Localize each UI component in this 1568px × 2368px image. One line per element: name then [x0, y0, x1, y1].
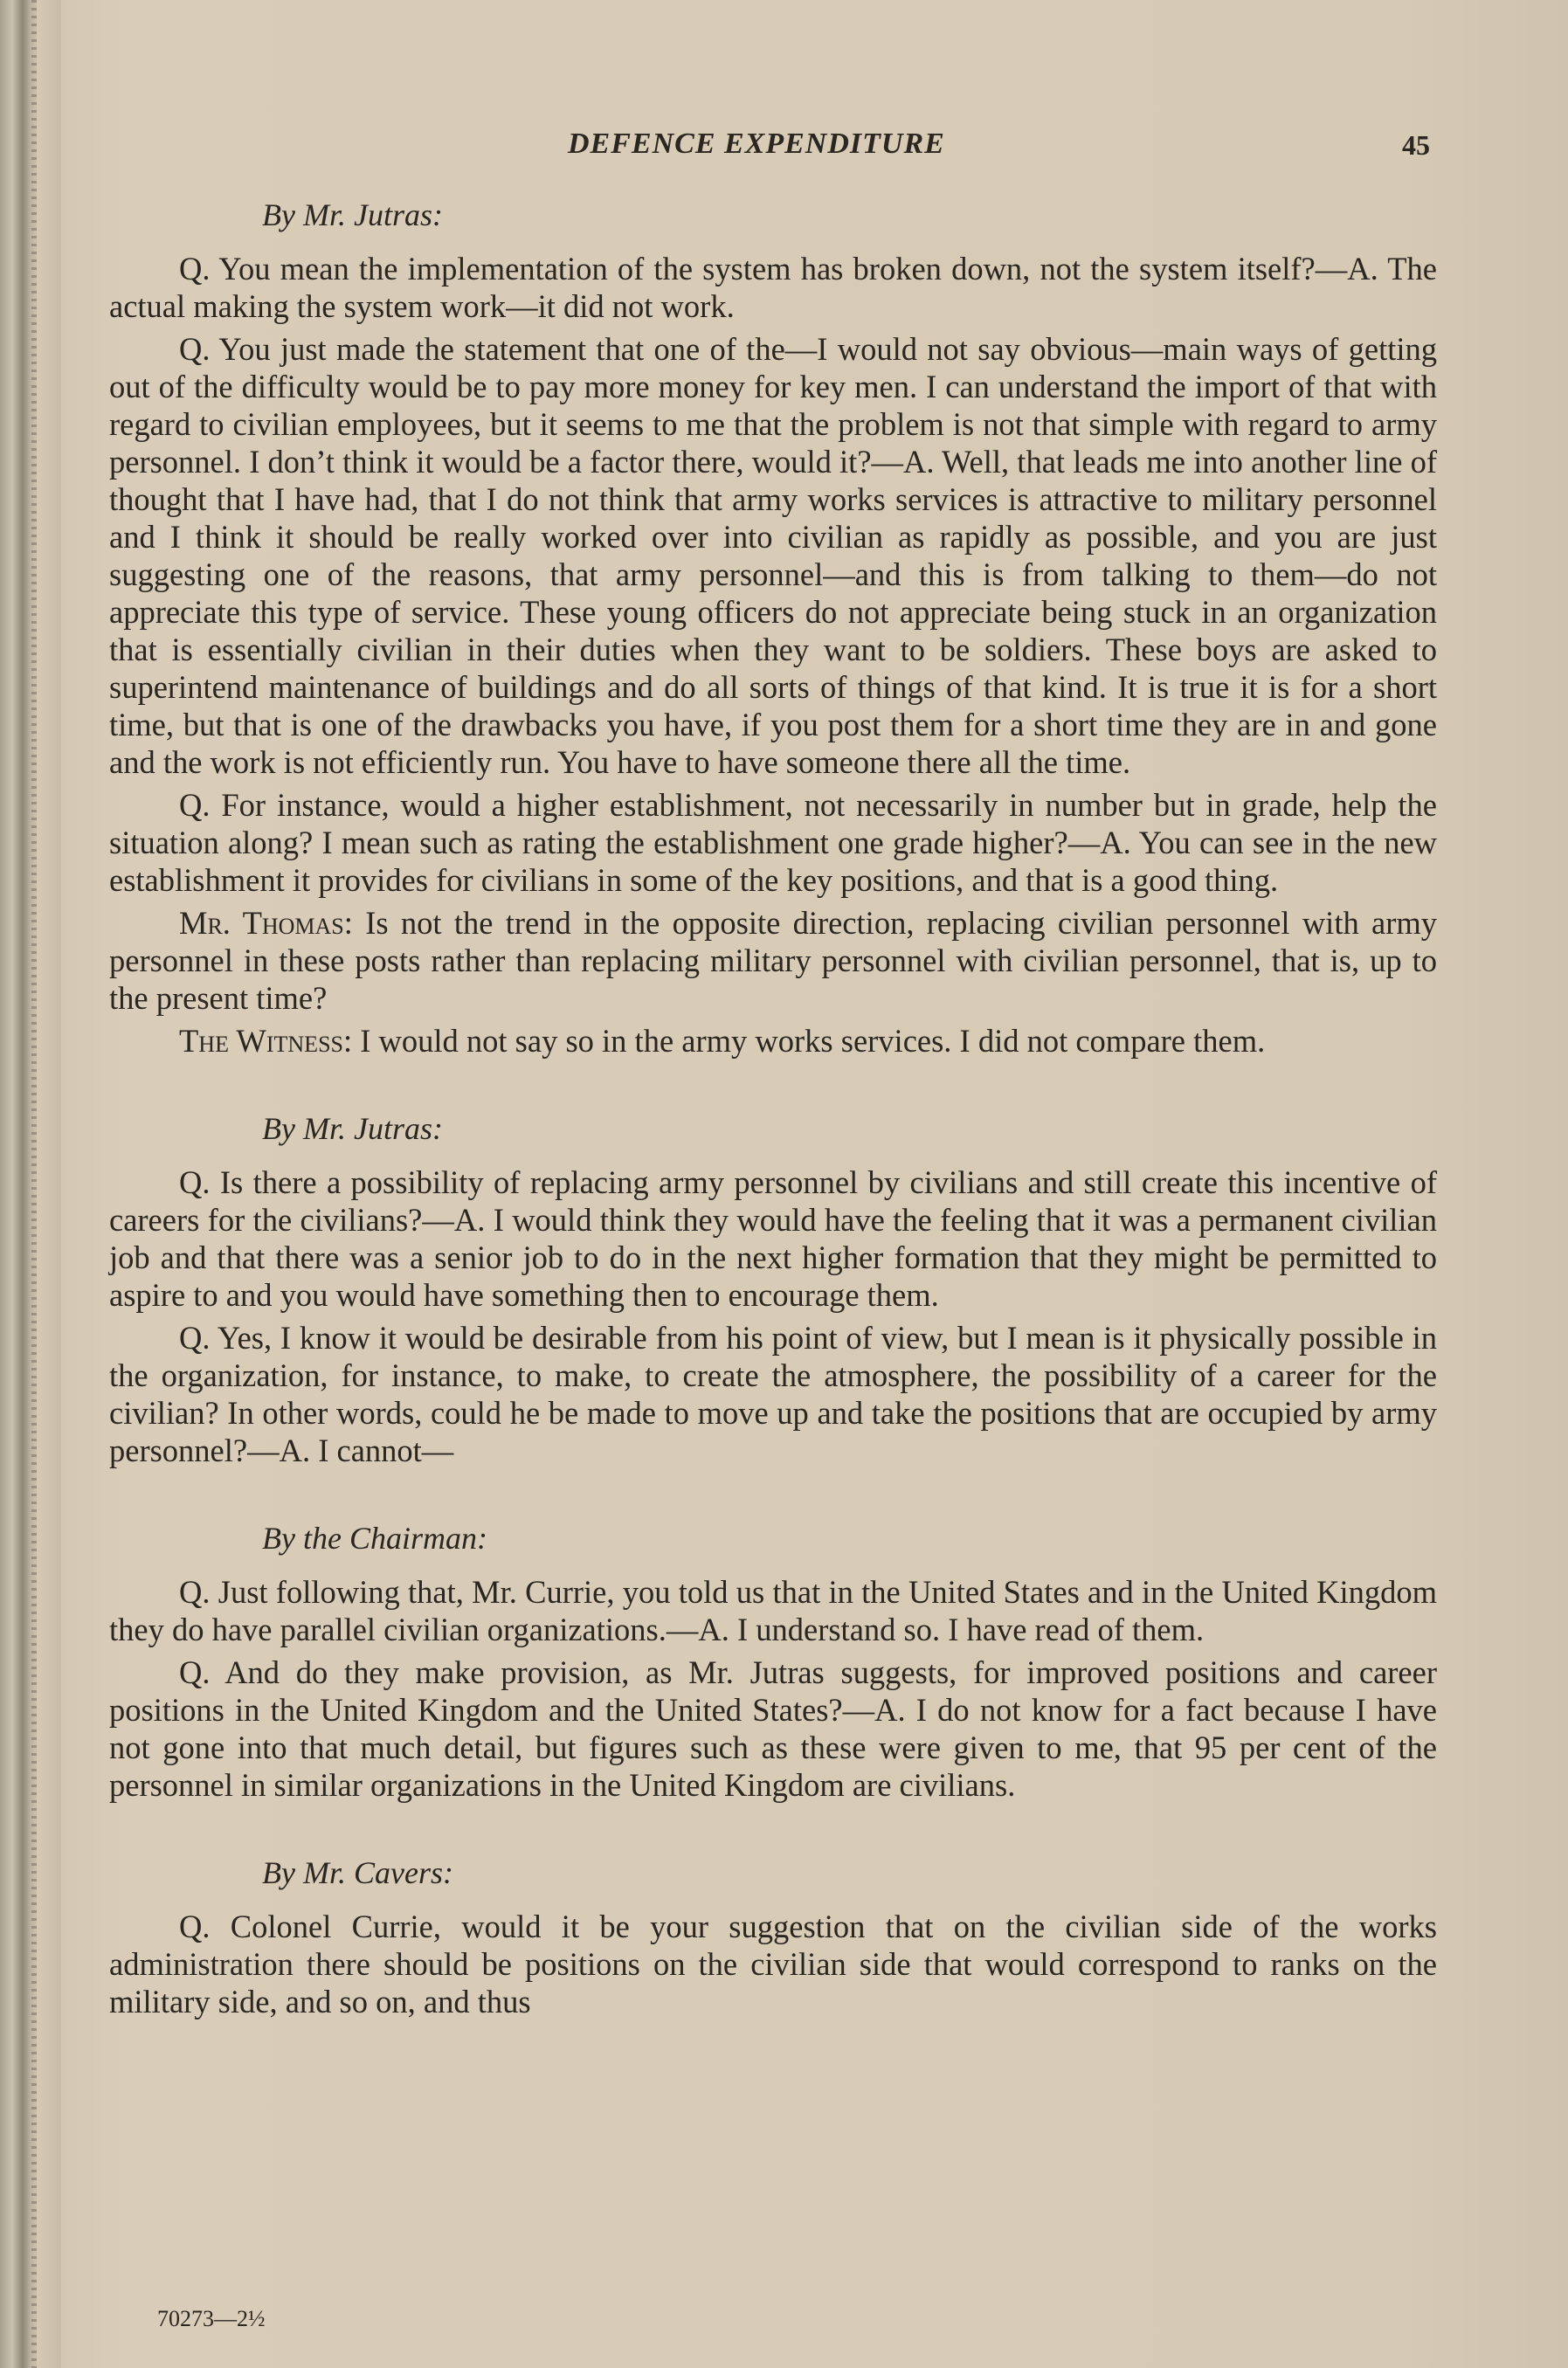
- witness-statement: [109, 1022, 1437, 1060]
- speaker-heading: By Mr. Jutras:: [262, 197, 443, 232]
- statement-text: I would not say so in the army works services. I did not compare them.: [352, 1023, 1266, 1059]
- speaker-heading: By Mr. Jutras:: [262, 1111, 443, 1146]
- question-paragraph: Q. For instance, would a higher establishment, not necessarily in number but in grade, help the situation along? I mean such as rating the establishment one grade higher?—A. You can see in the new establishment it provides for civilians in some of the key positions, and that is a good thing.: [109, 787, 1437, 898]
- print-code: 70273—2½: [157, 2306, 266, 2331]
- page-number: 45: [1402, 129, 1430, 161]
- question-paragraph: Q. Just following that, Mr. Currie, you told us that in the United States and in the United Kingdom they do have parallel civilian organizations.—A. I understand so. I have read of them.: [109, 1574, 1437, 1647]
- running-title: DEFENCE EXPENDITURE: [568, 128, 945, 160]
- question-paragraph: Q. Colonel Currie, would it be your suggestion that on the civilian side of the works administration there should be positions on the civilian side that would correspond to ranks on the military side, and so on, and thus: [109, 1909, 1437, 2019]
- speaker-heading: By Mr. Cavers:: [262, 1855, 453, 1890]
- question-paragraph: Q. You just made the statement that one of the—I would not say obvious—main ways of getting out of the difficulty would be to pay more money for key men. I can understand the import of that with regard to civilian employees, but it seems to me that the problem is not that simple with regard to army personnel. I don’t think it would be a factor there, would it?—A. Well, that leads me into another line of thought that I have had, that I do not think that army works services is attractive to military personnel and I think it should be really worked over into civilian as rapidly as possible, and you are just suggesting one of the reasons, that army personnel—and this is from talking to them—do not appreciate this type of service. These young officers do not appreciate being stuck in an organization that is essentially civilian in their duties when they want to be soldiers. These boys are asked to superintend maintenance of buildings and do all sorts of things of that kind. It is true it is for a short time, but that is one of the drawbacks you have, if you post them for a short time they are in and gone and the work is not efficiently run. You have to have someone there all the time.: [109, 331, 1437, 780]
- statement-text: Is not the trend in the opposite direction, replacing civilian personnel with army personnel in these posts rather than replacing military personnel with civilian personnel, that is, up to the present time?: [109, 905, 1438, 1016]
- question-paragraph: Q. And do they make provision, as Mr. Jutras suggests, for improved positions and career positions in the United Kingdom and the United States?—A. I do not know for a fact because I have not gone into that much detail, but figures such as these were given to me, that 95 per cent of the personnel in similar organizations in the United Kingdom are civilians.: [109, 1654, 1437, 1803]
- speaker-name: The Witness:: [179, 1023, 353, 1059]
- question-paragraph: Q. Is there a possibility of replacing army personnel by civilians and still create this incentive of careers for the civilians?—A. I would think they would have the feeling that it was a permanent civilian job and that there was a senior job to do in the next higher formation that they might be permitted to aspire to and you would have something then to encourage them.: [109, 1164, 1437, 1313]
- thomas-statement: [109, 904, 1437, 1017]
- book-binding: [0, 0, 61, 2368]
- page-header: [0, 122, 1568, 175]
- binding-stitch-edge: [31, 0, 37, 2368]
- speaker-name: Mr. Thomas:: [179, 905, 353, 941]
- question-paragraph: Q. Yes, I know it would be desirable from his point of view, but I mean is it physically possible in the organization, for instance, to make, to create the atmosphere, the possibility of a career for the civilian? In other words, could he be made to move up and take the positions that are occupied by army personnel?—A. I cannot—: [109, 1320, 1437, 1468]
- question-paragraph: Q. You mean the implementation of the system has broken down, not the system itself?—A. The actual making the system work—it did not work.: [109, 251, 1437, 324]
- transcript-body: [109, 197, 1437, 2026]
- speaker-heading: By the Chairman:: [262, 1521, 487, 1556]
